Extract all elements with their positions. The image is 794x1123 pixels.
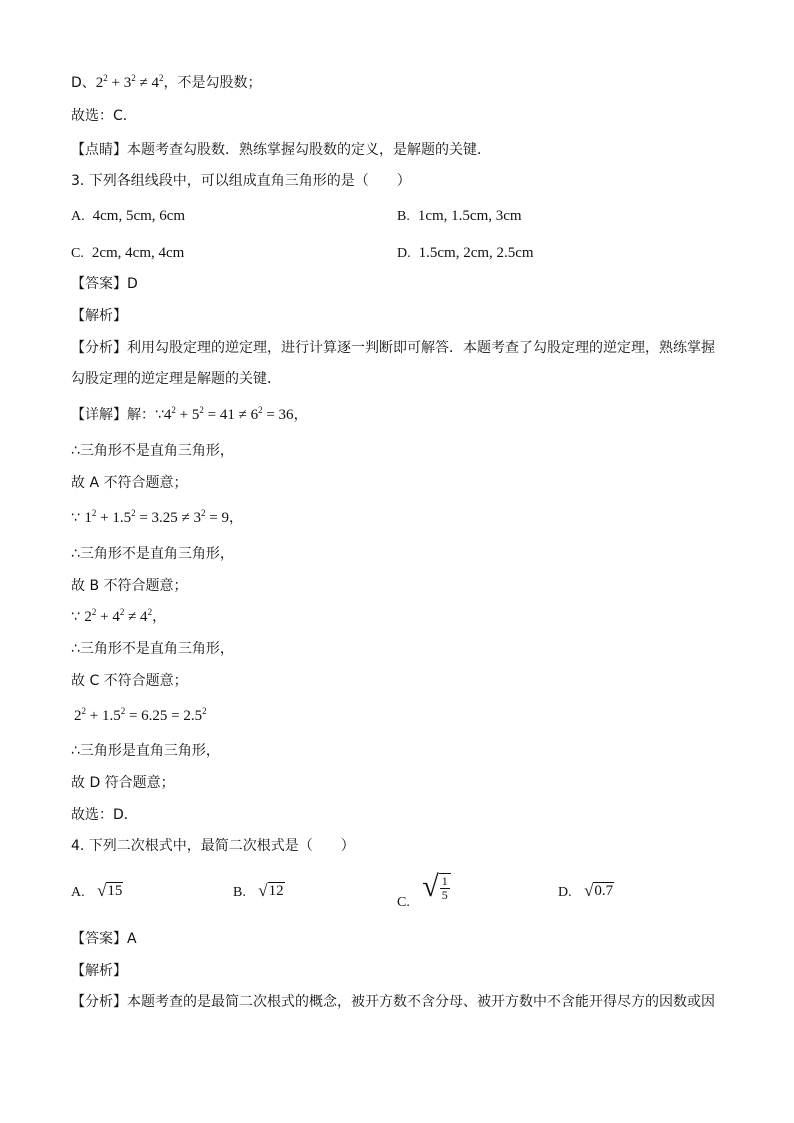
q3-a-not-right: ∴三角形不是直角三角形， [71,443,234,459]
sqrt-fraction-expression: √ $\frac{1}{5}$ [422,872,450,902]
q3-detail-b: ∵ $1^2 + 1.5^2 = 3.25 \ne 3^2 = 9$， [71,508,243,526]
q3-option-a: A. 4cm, 5cm, 6cm [71,208,186,224]
option-d-suffix: ，不是勾股数； [163,75,262,91]
sqrt-expression: √ 12 [258,881,284,900]
q3-option-c: C. 2cm, 4cm, 4cm [71,245,185,261]
option-d-prefix: D、 [71,75,96,91]
q3-analysis-line2: 勾股定理的逆定理是解题的关键． [71,371,281,387]
q3-answer: 【答案】D [71,276,138,292]
sqrt-expression: √ 0.7 [584,881,614,900]
sqrt-expression: √ 15 [97,881,123,900]
q3-c-not-right: ∴三角形不是直角三角形， [71,641,234,657]
q3-final: 故选：D． [71,807,138,823]
q3-b-conclusion: 故 B 不符合题意； [71,578,188,594]
q4-stem: 4. 下列二次根式中，最简二次根式是（ ） [71,838,355,854]
q3-stem: 3. 下列各组线段中，可以组成直角三角形的是（ ） [71,173,411,189]
q4-option-c: C. √ $\frac{1}{5}$ [397,872,451,903]
q3-option-d: D. 1.5cm, 2cm, 2.5cm [397,245,534,261]
q3-detail-d: $2^2 + 1.5^2 = 6.25 = 2.5^2$ [74,706,207,724]
option-d-line [71,73,261,93]
q3-detail-a: 【详解】解：$\because 4^2 + 5^2 = 41 \ne 6^2 = 36$， [71,405,308,423]
q4-answer: 【答案】A [71,931,137,947]
prev-conclusion: 故选：C． [71,108,137,124]
q3-analysis-line1: 【分析】利用勾股定理的逆定理，进行计算逐一判断即可解答．本题考查了勾股定理的逆定理，熟练掌握 [71,340,715,356]
q3-d-conclusion: 故 D 符合题意； [71,775,175,791]
q4-option-a: A. √ 15 [71,881,123,900]
q3-a-conclusion: 故 A 不符合题意； [71,475,188,491]
q3-c-conclusion: 故 C 不符合题意； [71,673,188,689]
q3-b-not-right: ∴三角形不是直角三角形， [71,546,234,562]
q3-detail-c: ∵ $2^2 + 4^2 \ne 4^2$， [71,607,167,625]
q4-analysis-line1: 【分析】本题考查的是最简二次根式的概念，被开方数不含分母、被开方数中不含能开得尽方的因数或因 [71,994,715,1010]
q3-d-is-right: ∴三角形是直角三角形， [71,743,220,759]
q3-option-b: B. 1cm, 1.5cm, 3cm [397,208,522,224]
prev-comment: 【点睛】本题考查勾股数．熟练掌握勾股数的定义，是解题的关键． [71,142,491,158]
q3-analysis-head: 【解析】 [71,308,127,324]
q4-option-b: B. √ 12 [233,881,284,900]
q4-option-d: D. √ 0.7 [558,881,614,900]
option-d-equation: $2^2 + 3^2 \ne 4^2$ [95,73,164,91]
q4-analysis-head: 【解析】 [71,963,127,979]
